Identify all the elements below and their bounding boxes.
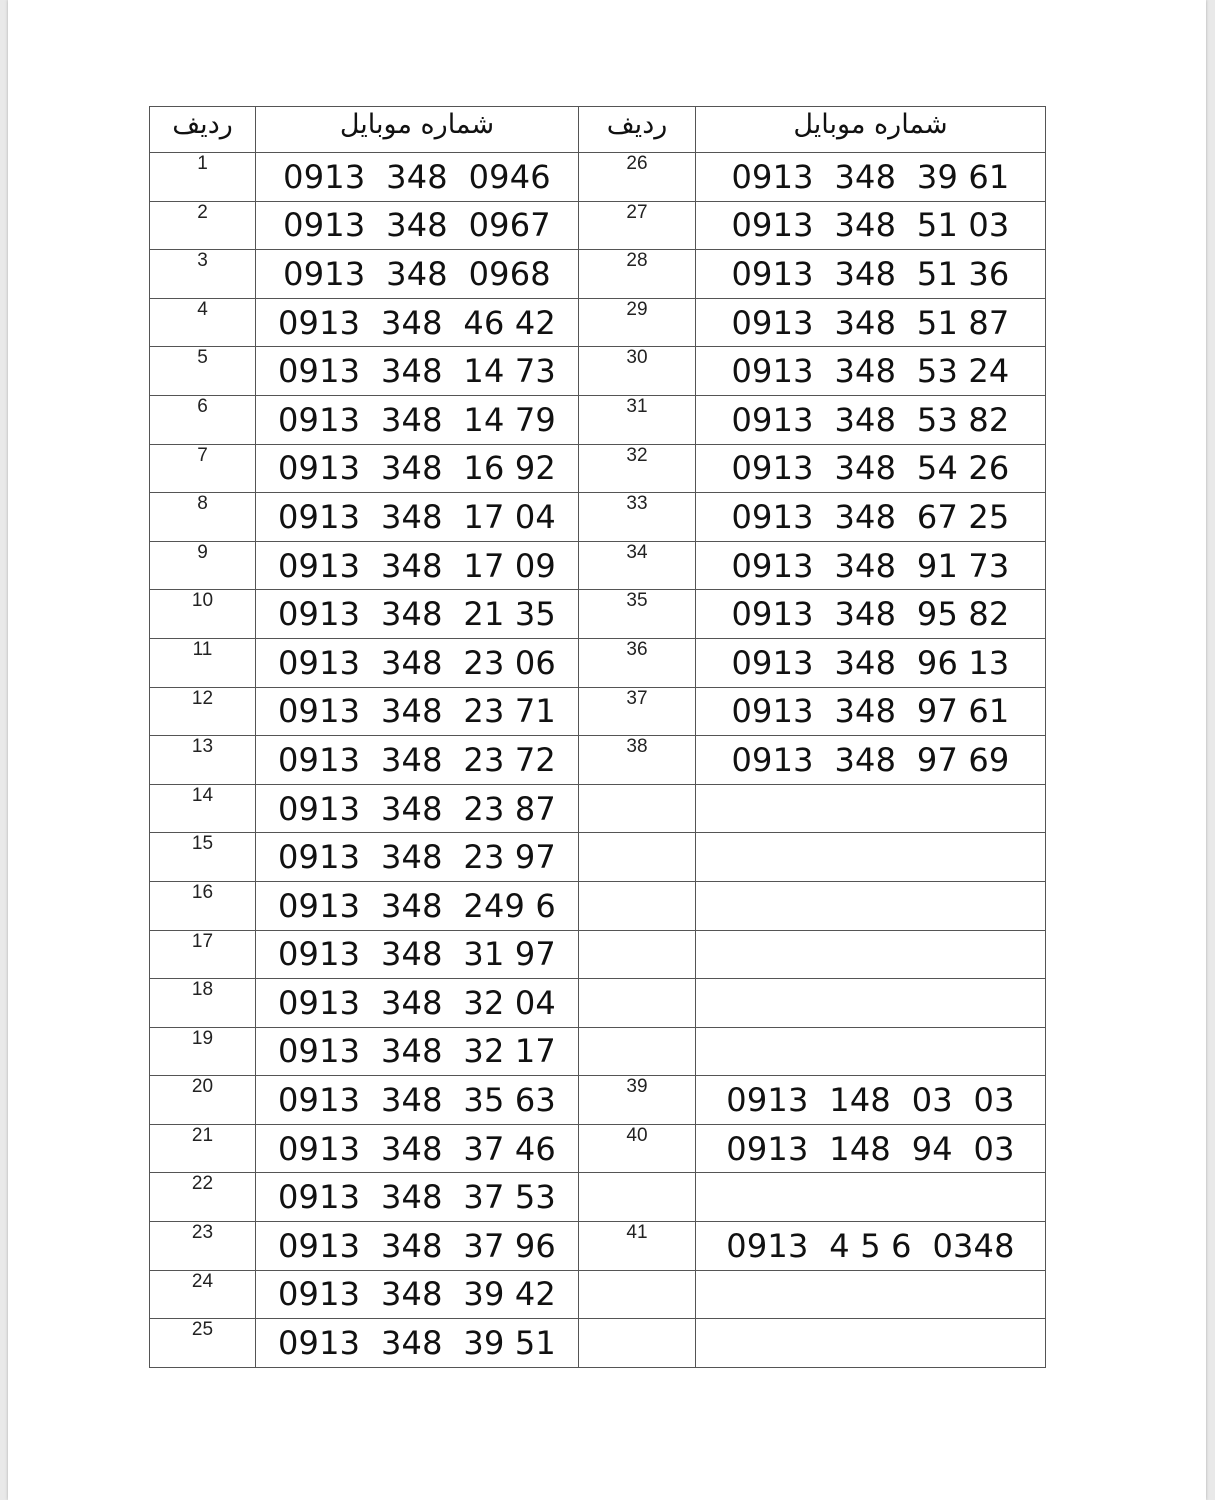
- mobile-number-right: [696, 784, 1046, 833]
- row-index-left: 10: [150, 590, 256, 639]
- mobile-number-right: 0913 348 91 73: [696, 541, 1046, 590]
- mobile-number-right: 0913 4 5 6 0348: [696, 1222, 1046, 1271]
- mobile-number-right: 0913 348 96 13: [696, 638, 1046, 687]
- table-row: [150, 1027, 1046, 1076]
- row-index-left: 8: [150, 493, 256, 542]
- row-index-right: [579, 881, 696, 930]
- row-index-left: 18: [150, 979, 256, 1028]
- mobile-number-right: 0913 348 53 82: [696, 395, 1046, 444]
- mobile-number-right: 0913 348 67 25: [696, 493, 1046, 542]
- table-row: [150, 153, 1046, 202]
- table-row: [150, 1173, 1046, 1222]
- row-index-right: 40: [579, 1124, 696, 1173]
- table-row: [150, 444, 1046, 493]
- table-row: [150, 395, 1046, 444]
- mobile-number-right: 0913 348 54 26: [696, 444, 1046, 493]
- row-index-left: 20: [150, 1076, 256, 1125]
- mobile-number-right: 0913 348 97 61: [696, 687, 1046, 736]
- mobile-number-right: 0913 348 51 87: [696, 298, 1046, 347]
- mobile-number-right: [696, 979, 1046, 1028]
- row-index-right: 28: [579, 250, 696, 299]
- mobile-number-left: 0913 348 32 17: [256, 1027, 579, 1076]
- table-row: [150, 979, 1046, 1028]
- table-row: [150, 687, 1046, 736]
- row-index-left: 22: [150, 1173, 256, 1222]
- row-index-left: 6: [150, 395, 256, 444]
- header-mobile-label-left: شماره موبایل: [256, 107, 579, 153]
- mobile-number-right: 0913 148 94 03: [696, 1124, 1046, 1173]
- mobile-number-left: 0913 348 14 79: [256, 395, 579, 444]
- mobile-number-left: 0913 348 37 96: [256, 1222, 579, 1271]
- table-row: [150, 638, 1046, 687]
- row-index-right: 29: [579, 298, 696, 347]
- row-index-right: 41: [579, 1222, 696, 1271]
- row-index-right: [579, 979, 696, 1028]
- row-index-left: 11: [150, 638, 256, 687]
- row-index-left: 12: [150, 687, 256, 736]
- mobile-number-right: [696, 1027, 1046, 1076]
- row-index-right: 26: [579, 153, 696, 202]
- row-index-left: 5: [150, 347, 256, 396]
- mobile-number-right: 0913 348 95 82: [696, 590, 1046, 639]
- mobile-number-left: 0913 348 37 46: [256, 1124, 579, 1173]
- mobile-number-left: 0913 348 0968: [256, 250, 579, 299]
- table-row: [150, 493, 1046, 542]
- mobile-number-left: 0913 348 17 09: [256, 541, 579, 590]
- header-row-label-left: ردیف: [150, 107, 256, 153]
- mobile-number-right: [696, 1270, 1046, 1319]
- row-index-left: 19: [150, 1027, 256, 1076]
- table-row: [150, 881, 1046, 930]
- row-index-left: 24: [150, 1270, 256, 1319]
- mobile-number-right: [696, 833, 1046, 882]
- mobile-number-left: 0913 348 17 04: [256, 493, 579, 542]
- table-row: [150, 347, 1046, 396]
- row-index-left: 23: [150, 1222, 256, 1271]
- mobile-number-left: 0913 348 46 42: [256, 298, 579, 347]
- table-row: [150, 201, 1046, 250]
- mobile-number-left: 0913 348 23 71: [256, 687, 579, 736]
- row-index-left: 15: [150, 833, 256, 882]
- row-index-left: 21: [150, 1124, 256, 1173]
- table-row: [150, 784, 1046, 833]
- mobile-number-left: 0913 348 0946: [256, 153, 579, 202]
- row-index-right: 33: [579, 493, 696, 542]
- row-index-left: 25: [150, 1319, 256, 1368]
- mobile-number-left: 0913 348 37 53: [256, 1173, 579, 1222]
- header-row-label-right: ردیف: [579, 107, 696, 153]
- mobile-number-left: 0913 348 23 06: [256, 638, 579, 687]
- row-index-right: [579, 784, 696, 833]
- row-index-right: 37: [579, 687, 696, 736]
- mobile-number-right: [696, 1173, 1046, 1222]
- mobile-number-left: 0913 348 32 04: [256, 979, 579, 1028]
- table-header-row: [150, 107, 1046, 153]
- mobile-number-right: 0913 348 39 61: [696, 153, 1046, 202]
- phone-numbers-table: [149, 106, 1046, 1368]
- row-index-right: 35: [579, 590, 696, 639]
- row-index-left: 7: [150, 444, 256, 493]
- mobile-number-left: 0913 348 23 87: [256, 784, 579, 833]
- mobile-number-right: [696, 1319, 1046, 1368]
- row-index-right: [579, 1027, 696, 1076]
- row-index-right: 39: [579, 1076, 696, 1125]
- row-index-left: 3: [150, 250, 256, 299]
- row-index-left: 16: [150, 881, 256, 930]
- row-index-right: 31: [579, 395, 696, 444]
- row-index-right: 30: [579, 347, 696, 396]
- mobile-number-left: 0913 348 21 35: [256, 590, 579, 639]
- row-index-left: 1: [150, 153, 256, 202]
- mobile-number-left: 0913 348 0967: [256, 201, 579, 250]
- mobile-number-left: 0913 348 16 92: [256, 444, 579, 493]
- mobile-number-right: [696, 881, 1046, 930]
- row-index-left: 2: [150, 201, 256, 250]
- row-index-left: 17: [150, 930, 256, 979]
- row-index-right: [579, 833, 696, 882]
- header-mobile-label-right: شماره موبایل: [696, 107, 1046, 153]
- table-row: [150, 736, 1046, 785]
- row-index-right: 38: [579, 736, 696, 785]
- mobile-number-left: 0913 348 39 51: [256, 1319, 579, 1368]
- mobile-number-left: 0913 348 31 97: [256, 930, 579, 979]
- mobile-number-left: 0913 348 23 72: [256, 736, 579, 785]
- mobile-number-right: [696, 930, 1046, 979]
- mobile-number-right: 0913 348 53 24: [696, 347, 1046, 396]
- table-row: [150, 541, 1046, 590]
- table-row: [150, 590, 1046, 639]
- row-index-right: [579, 1319, 696, 1368]
- row-index-left: 14: [150, 784, 256, 833]
- table-row: [150, 1124, 1046, 1173]
- row-index-right: [579, 930, 696, 979]
- row-index-left: 4: [150, 298, 256, 347]
- table-row: [150, 1222, 1046, 1271]
- table-row: [150, 250, 1046, 299]
- table-row: [150, 298, 1046, 347]
- table-row: [150, 1076, 1046, 1125]
- table-row: [150, 833, 1046, 882]
- mobile-number-right: 0913 348 51 03: [696, 201, 1046, 250]
- document-page: [8, 0, 1206, 1500]
- mobile-number-left: 0913 348 35 63: [256, 1076, 579, 1125]
- row-index-left: 9: [150, 541, 256, 590]
- row-index-right: [579, 1270, 696, 1319]
- row-index-left: 13: [150, 736, 256, 785]
- table-row: [150, 930, 1046, 979]
- row-index-right: 34: [579, 541, 696, 590]
- mobile-number-left: 0913 348 249 6: [256, 881, 579, 930]
- row-index-right: 36: [579, 638, 696, 687]
- mobile-number-left: 0913 348 14 73: [256, 347, 579, 396]
- table-row: [150, 1270, 1046, 1319]
- mobile-number-right: 0913 148 03 03: [696, 1076, 1046, 1125]
- mobile-number-right: 0913 348 51 36: [696, 250, 1046, 299]
- mobile-number-right: 0913 348 97 69: [696, 736, 1046, 785]
- mobile-number-left: 0913 348 39 42: [256, 1270, 579, 1319]
- row-index-right: 27: [579, 201, 696, 250]
- table-row: [150, 1319, 1046, 1368]
- row-index-right: [579, 1173, 696, 1222]
- mobile-number-left: 0913 348 23 97: [256, 833, 579, 882]
- row-index-right: 32: [579, 444, 696, 493]
